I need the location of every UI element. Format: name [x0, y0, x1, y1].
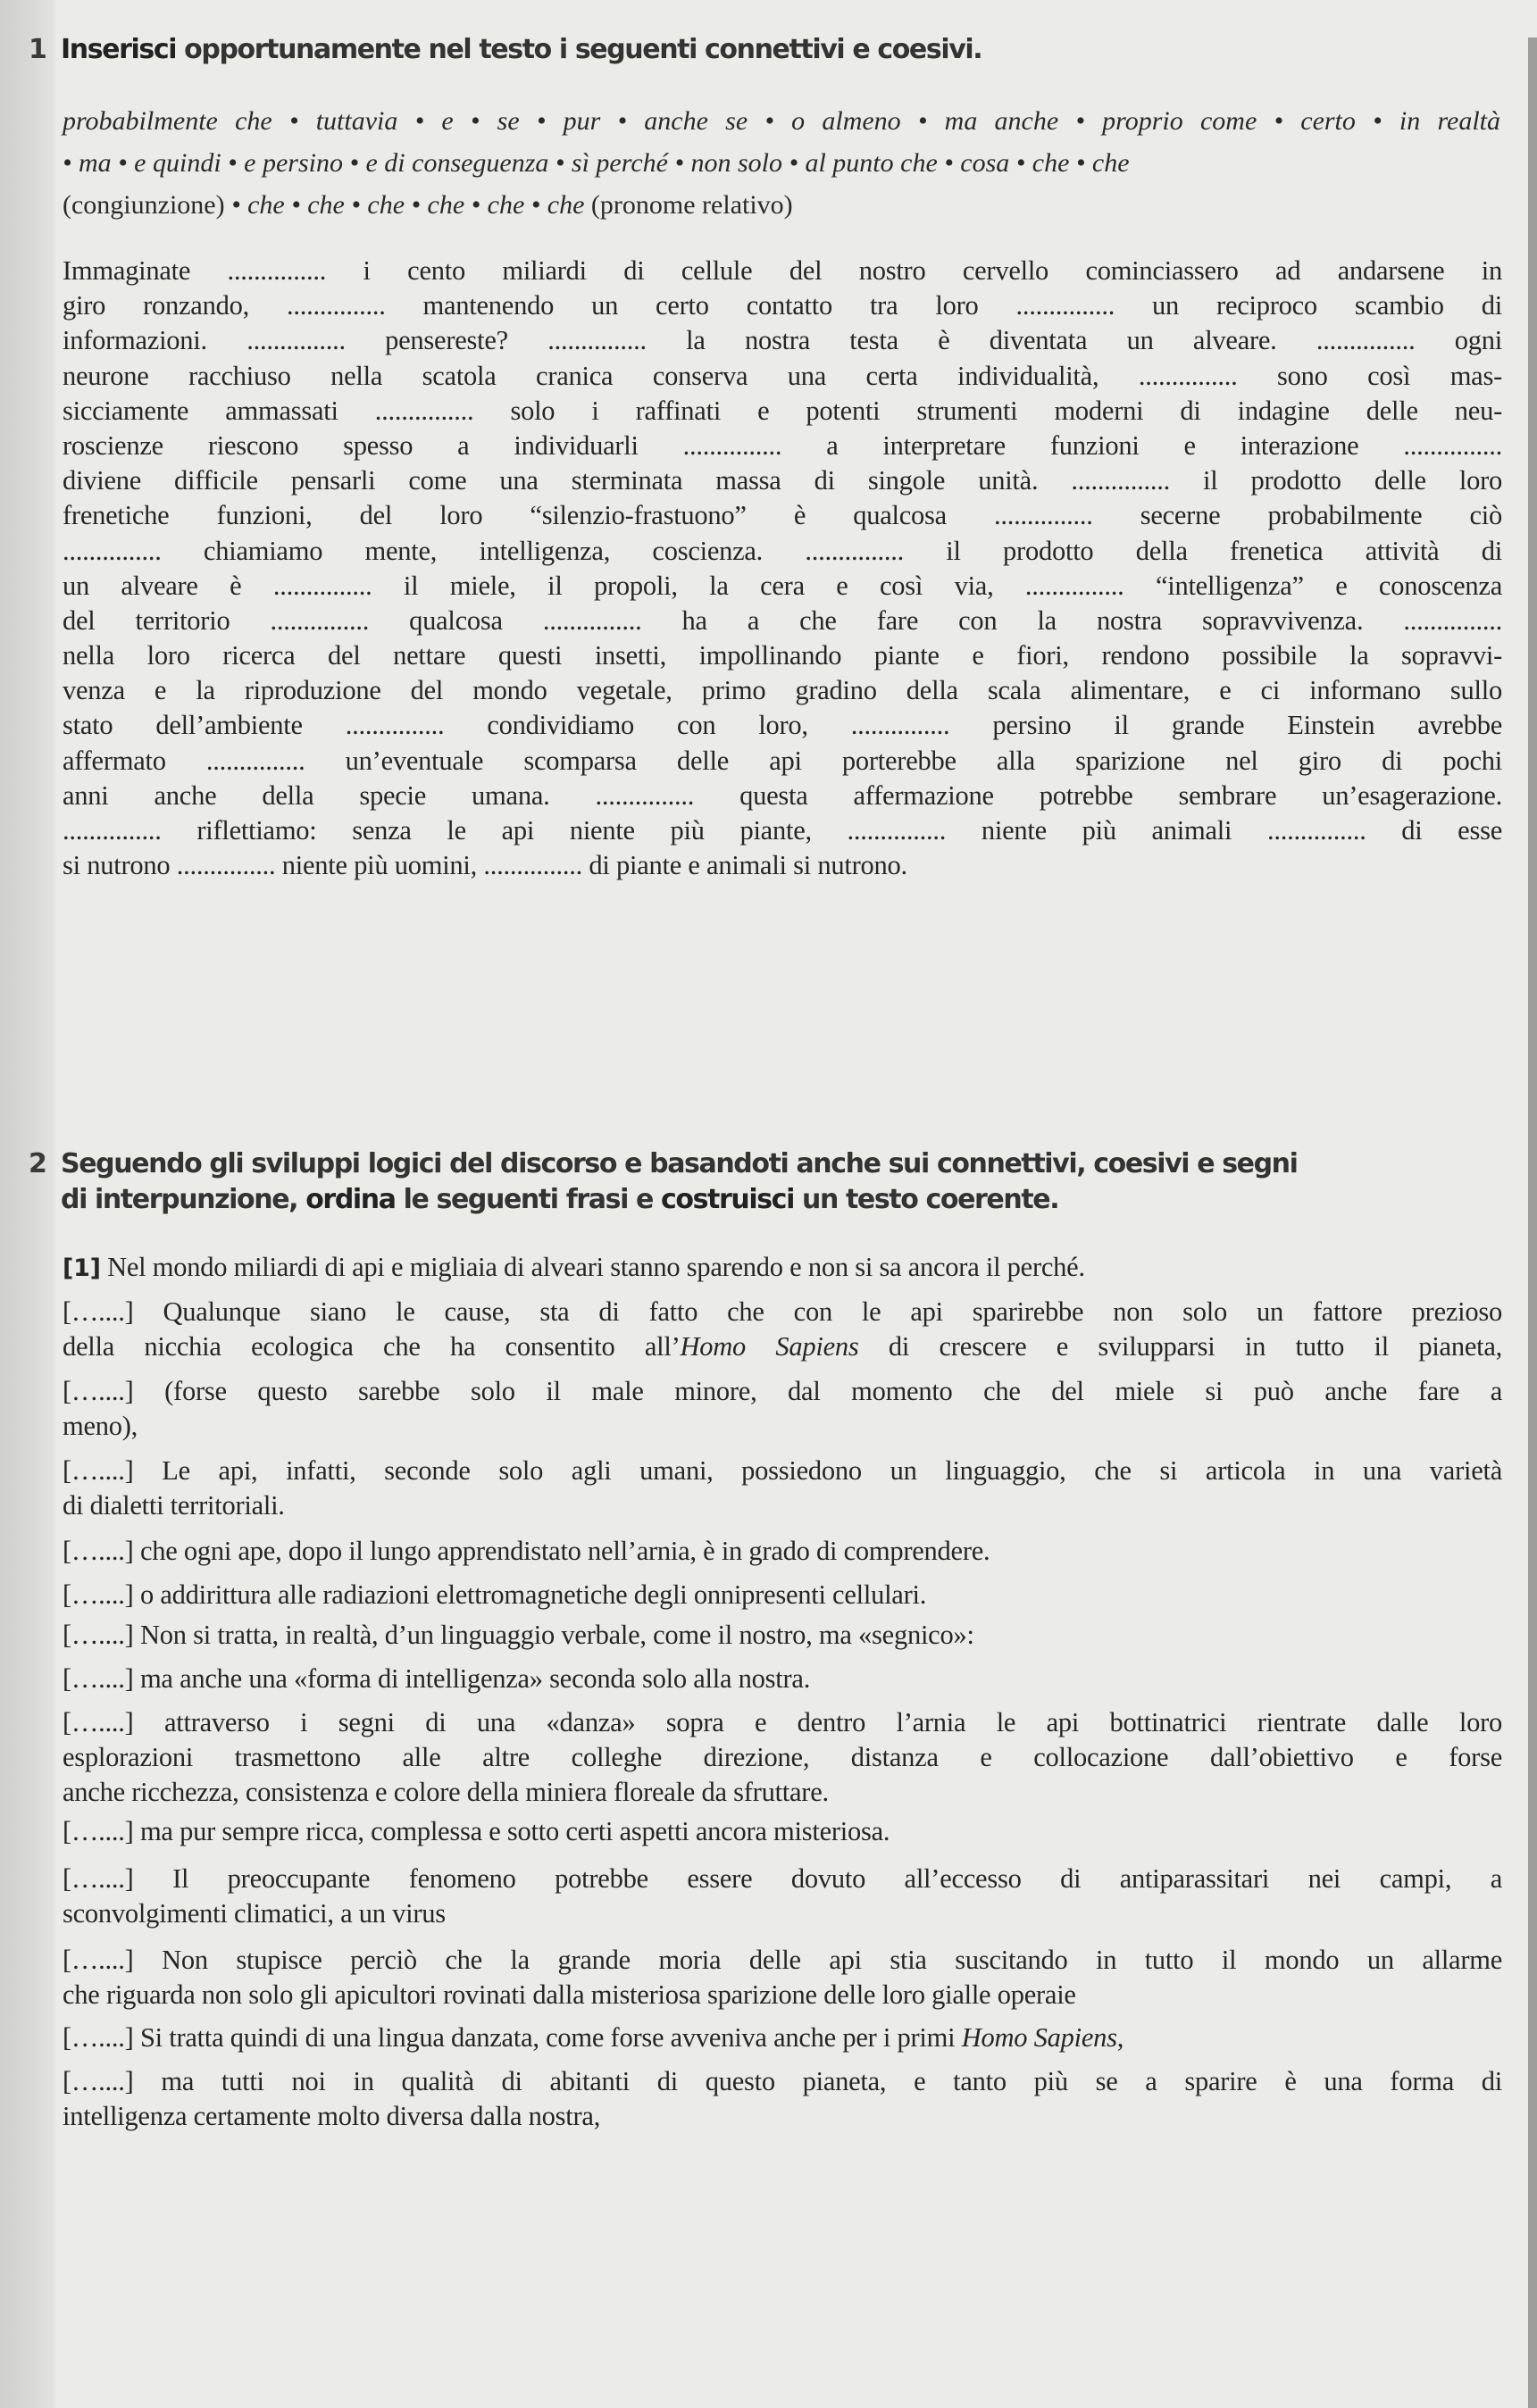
order-blank[interactable]: […....]	[63, 1663, 134, 1694]
paragraph-line: Immaginate ............... i cento miliardi di cellule del nostro cervello cominciassero ad andarsene in	[63, 255, 1502, 286]
sentence-text: o addirittura alle radiazioni elettromagnetiche degli onnipresenti cellulari.	[139, 1579, 927, 1610]
order-blank[interactable]: […....]	[63, 2022, 134, 2053]
exercise-1-heading-text: opportunamente nel testo i seguenti connettivi e coesivi.	[176, 34, 982, 65]
paragraph-line: informazioni. ............... pensereste? ............... la nostra testa è diventata un alveare. ............... ogni	[63, 325, 1502, 356]
sentence-line	[63, 1705, 1502, 1740]
sentence-line	[63, 1662, 1502, 1696]
sentence-text: Nel mondo miliardi di api e migliaia di alveari stanno sparendo e non si sa ancora il perché.	[107, 1252, 1085, 1282]
sentence-item	[63, 1534, 1502, 1569]
paragraph-line: anni anche della specie umana. ............... questa affermazione potrebbe sembrare un’esagerazione.	[63, 779, 1502, 811]
paragraph-line: diviene difficile pensarli come una sterminata massa di singole unità. ............... il prodotto delle loro	[63, 465, 1502, 496]
sentence-text: Non si tratta, in realtà, d’un linguaggio verbale, come il nostro, ma «segnico»:	[139, 1620, 974, 1650]
sentence-line	[63, 1814, 1502, 1849]
cloze-paragraph	[63, 254, 1502, 883]
paragraph-line: venza e la riproduzione del mondo vegetale, primo gradino della scala alimentare, e ci informano sullo	[63, 675, 1502, 706]
sentence-line: che riguarda non solo gli apicultori rovinati dalla misteriosa sparizione delle loro gialle operaie	[63, 1979, 1076, 2010]
sentence-line	[63, 1250, 1502, 1286]
order-blank[interactable]: […....]	[63, 1816, 134, 1846]
sentence-item	[63, 1295, 1502, 1364]
sentence-text: Non stupisce perciò che la grande moria delle api stia suscitando in tutto il mondo un allarme	[162, 1945, 1503, 1975]
paragraph-line: giro ronzando, ............... mantenendo un certo contatto tra loro ............... un reciproco scambio di	[63, 290, 1502, 321]
sentence-text: che ogni ape, dopo il lungo apprendistato nell’arnia, è in grado di comprendere.	[139, 1536, 990, 1566]
order-blank[interactable]: […....]	[63, 1863, 134, 1894]
sentence-text: di crescere e svilupparsi in tutto il pianeta,	[858, 1331, 1503, 1362]
exercise-2-heading-text: di interpunzione,	[61, 1184, 306, 1215]
exercise-2-heading-text: le seguenti frasi e	[395, 1184, 661, 1215]
paragraph-line: neurone racchiuso nella scatola cranica conserva una certa individualità, ............... sono così mas-	[63, 360, 1502, 391]
sentence-line: di dialetti territoriali.	[63, 1490, 285, 1521]
sentence-item	[63, 1618, 1502, 1653]
sentence-text: Il preoccupante fenomeno potrebbe essere dovuto all’eccesso di antiparassitari nei campi, a	[172, 1863, 1502, 1894]
sentence-text: ,	[1116, 2022, 1124, 2053]
sentence-item	[63, 1662, 1502, 1696]
sentence-item	[63, 1705, 1502, 1810]
exercise-2-heading-text: un testo coerente.	[793, 1184, 1059, 1215]
sentence-text: ma anche una «forma di intelligenza» seconda solo alla nostra.	[139, 1663, 811, 1694]
order-blank[interactable]: […....]	[63, 1579, 134, 1610]
sentence-line: sconvolgimenti climatici, a un virus	[63, 1898, 446, 1929]
sentence-item	[63, 2064, 1502, 2134]
exercise-1-heading	[29, 32, 982, 68]
exercise-1-number: 1	[29, 34, 46, 65]
sentence-line	[63, 1578, 1502, 1612]
connectives-line	[63, 184, 1500, 226]
sentence-line: meno),	[63, 1411, 138, 1441]
order-blank[interactable]: […....]	[63, 1376, 134, 1406]
paragraph-line: affermato ............... un’eventuale scomparsa delle api porterebbe alla sparizione nel giro di pochi	[63, 745, 1502, 776]
paragraph-line: si nutrono ............... niente più uomini, ............... di piante e animali si nutrono.	[63, 850, 907, 881]
paragraph-line: roscienze riescono spesso a individuarli ............... a interpretare funzioni e interazione ...............	[63, 429, 1502, 461]
sentence-line	[63, 1295, 1502, 1329]
paragraph-line: frenetiche funzioni, del loro “silenzio-frastuono” è qualcosa ............... secerne probabilmente ciò	[63, 500, 1502, 531]
paragraph-line: ............... chiamiamo mente, intelligenza, coscienza. ............... il prodotto della frenetica attività di	[63, 535, 1502, 566]
connectives-list	[63, 100, 1500, 226]
sentence-item	[63, 1862, 1502, 1931]
exercise-2-heading	[29, 1146, 1298, 1218]
exercise-1-heading-verb: Inserisci	[61, 34, 177, 65]
order-blank[interactable]: […....]	[63, 2066, 134, 2096]
sentence-line	[63, 1943, 1502, 1978]
paragraph-line: del territorio ............... qualcosa ............... ha a che fare con la nostra sopravvivenza. ...............	[63, 604, 1502, 636]
sentence-item	[63, 2021, 1502, 2055]
order-blank[interactable]: […....]	[63, 1455, 134, 1486]
sentence-line	[63, 1862, 1502, 1896]
exercise-2-number: 2	[29, 1148, 46, 1179]
sentence-item	[63, 1578, 1502, 1612]
sentence-text: attraverso i segni di una «danza» sopra e dentro l’arnia le api bottinatrici rientrate dalle loro	[163, 1707, 1502, 1737]
sentence-line: esplorazioni trasmettono alle altre colleghe direzione, distanza e collocazione dall’obiettivo e forse	[63, 1742, 1502, 1772]
paragraph-line: stato dell’ambiente ............... condividiamo con loro, ............... persino il grande Einstein avrebbe	[63, 710, 1502, 741]
paragraph-line: sicciamente ammassati ............... solo i raffinati e potenti strumenti moderni di indagine delle neu-	[63, 395, 1502, 426]
order-blank[interactable]: […....]	[63, 1620, 134, 1650]
sentence-text: (forse questo sarebbe solo il male minore, dal momento che del miele si può anche fare a	[164, 1376, 1502, 1406]
order-blank[interactable]: […....]	[63, 1536, 134, 1566]
sentence-item	[63, 1943, 1502, 2012]
paragraph-line: ............... riflettiamo: senza le api niente più piante, ............... niente più animali ............... di esse	[63, 815, 1502, 846]
paragraph-line: un alveare è ............... il miele, il propoli, la cera e così via, ............... “intelligenza” e conoscenza	[63, 570, 1502, 601]
order-blank[interactable]: […....]	[63, 1945, 134, 1975]
paragraph-line: nella loro ricerca del nettare questi insetti, impollinando piante e fiori, rendono possibile la sopravvi-	[63, 640, 1502, 671]
sentence-line: anche ricchezza, consistenza e colore della miniera floreale da sfruttare.	[63, 1777, 829, 1807]
sentence-item	[63, 1250, 1502, 1286]
sentence-item	[63, 1814, 1502, 1849]
connectives-line: • ma • e quindi • e persino • e di conseguenza • sì perché • non solo • al punto che • cosa • che • che	[63, 148, 1130, 178]
sentence-italic-term: Homo Sapiens	[680, 1331, 859, 1362]
sentence-line	[63, 2021, 1502, 2055]
sentence-text: Le api, infatti, seconde solo agli umani, possiedono un linguaggio, che si articola in una varietà	[162, 1455, 1503, 1486]
sentence-text: della nicchia ecologica che ha consentito all’	[63, 1331, 681, 1362]
sentence-item	[63, 1454, 1502, 1523]
exercise-2-heading-verb-costruisci: costruisci	[661, 1184, 794, 1215]
sentence-line	[63, 1329, 1502, 1364]
sentence-italic-term: Homo Sapiens	[961, 2022, 1117, 2053]
connectives-line: probabilmente che • tuttavia • e • se • pur • anche se • o almeno • ma anche • proprio come • certo • in realtà	[63, 106, 1500, 136]
connectives-note-conjunction: (congiunzione)	[63, 190, 225, 220]
order-blank[interactable]: […....]	[63, 1296, 134, 1327]
sentence-line	[63, 1374, 1502, 1409]
sentence-line	[63, 1454, 1502, 1488]
order-blank[interactable]: […....]	[63, 1707, 134, 1737]
sentence-text: ma tutti noi in qualità di abitanti di questo pianeta, e tanto più se a sparire è una forma di	[161, 2066, 1502, 2096]
sentence-text: ma pur sempre ricca, complessa e sotto certi aspetti ancora misteriosa.	[139, 1816, 890, 1846]
sentence-line: intelligenza certamente molto diversa dalla nostra,	[63, 2101, 601, 2131]
exercise-2-heading-verb-ordina: ordina	[305, 1184, 396, 1215]
connectives-relative-pronouns: • che • che • che • che • che • che	[224, 190, 591, 220]
order-number: [1]	[63, 1254, 101, 1282]
exercise-2-heading-line: Seguendo gli sviluppi logici del discorso e basandoti anche sui connettivi, coesivi e segni	[61, 1148, 1298, 1179]
connectives-note-relative-pronoun: (pronome relativo)	[590, 190, 793, 220]
sentence-line	[63, 2064, 1502, 2099]
sentence-text: Qualunque siano le cause, sta di fatto che con le api sparirebbe non solo un fattore prezioso	[163, 1296, 1502, 1327]
sentence-line	[63, 1534, 1502, 1569]
sentence-text: Si tratta quindi di una lingua danzata, come forse avveniva anche per i primi	[139, 2022, 962, 2053]
sentence-line	[63, 1618, 1502, 1653]
sentence-item	[63, 1374, 1502, 1444]
